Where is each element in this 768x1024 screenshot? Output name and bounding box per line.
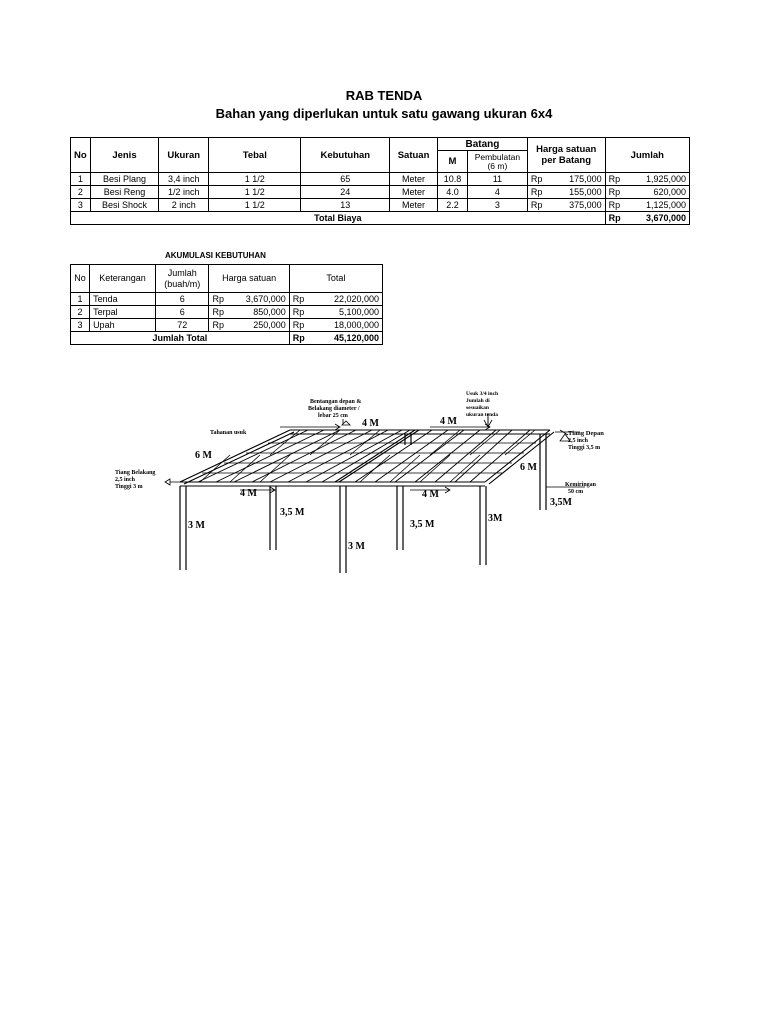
cell-no: 1 — [71, 173, 91, 186]
cell-harga-rp: Rp — [209, 319, 228, 332]
cell-m: 4.0 — [438, 186, 468, 199]
cell-jenis: Besi Plang — [90, 173, 159, 186]
cell-ukuran: 3,4 inch — [159, 173, 209, 186]
cell-harga-rp: Rp — [209, 293, 228, 306]
cell-total: 18,000,000 — [308, 319, 382, 332]
akumulasi-row — [71, 306, 383, 319]
rab-row — [71, 173, 690, 186]
cell-jumlah-rp: Rp — [605, 186, 624, 199]
akum-header-no: No — [71, 265, 90, 293]
akum-total-value: 45,120,000 — [308, 332, 382, 345]
cell-jumlah: 6 — [155, 306, 209, 319]
dim-4m-bottom-left: 4 M — [240, 488, 257, 499]
cell-m: 10.8 — [438, 173, 468, 186]
cell-no: 2 — [71, 186, 91, 199]
middle-rafter — [335, 430, 419, 482]
rab-total-row — [71, 212, 690, 225]
akumulasi-row — [71, 293, 383, 306]
cell-harga: 3,670,000 — [228, 293, 290, 306]
col-header-no: No — [71, 138, 91, 173]
cell-harga-rp: Rp — [209, 306, 228, 319]
cell-keterangan: Tenda — [90, 293, 156, 306]
cell-total: 5,100,000 — [308, 306, 382, 319]
cell-jumlah: 1,125,000 — [624, 199, 690, 212]
dim-6m-right: 6 M — [520, 462, 537, 473]
cell-total-rp: Rp — [289, 306, 308, 319]
cell-total: 22,020,000 — [308, 293, 382, 306]
cell-kebutuhan: 24 — [301, 186, 390, 199]
cell-jumlah: 6 — [155, 293, 209, 306]
cell-jumlah: 1,925,000 — [624, 173, 690, 186]
cell-kebutuhan: 65 — [301, 173, 390, 186]
rab-row — [71, 186, 690, 199]
cell-harga: 155,000 — [545, 186, 605, 199]
col-header-jumlah: Jumlah — [605, 138, 689, 173]
cell-pembulatan: 4 — [467, 186, 527, 199]
diagram-labels — [115, 391, 604, 552]
cell-jumlah: 72 — [155, 319, 209, 332]
cell-m: 2.2 — [438, 199, 468, 212]
rab-header-row — [71, 138, 690, 151]
height-3m-left: 3 M — [188, 520, 205, 531]
cell-jumlah-rp: Rp — [605, 199, 624, 212]
col-header-satuan: Satuan — [390, 138, 438, 173]
akumulasi-header-row — [71, 265, 383, 293]
label-tiang-belakang-3: Tinggi 3 m — [115, 484, 143, 490]
cell-keterangan: Upah — [90, 319, 156, 332]
rab-row — [71, 199, 690, 212]
cell-harga: 175,000 — [545, 173, 605, 186]
cell-harga-rp: Rp — [527, 186, 545, 199]
col-header-kebutuhan: Kebutuhan — [301, 138, 390, 173]
label-usuk-1: Usuk 3/4 inch — [466, 391, 499, 397]
cell-jumlah: 620,000 — [624, 186, 690, 199]
col-header-ukuran: Ukuran — [159, 138, 209, 173]
cell-harga: 850,000 — [228, 306, 290, 319]
cell-kebutuhan: 13 — [301, 199, 390, 212]
height-35m-b: 3,5 M — [410, 519, 435, 530]
right-edge — [485, 430, 554, 484]
dim-4m-top-right: 4 M — [440, 416, 457, 427]
cell-jenis: Besi Reng — [90, 186, 159, 199]
cell-no: 1 — [71, 293, 90, 306]
cell-ukuran: 2 inch — [159, 199, 209, 212]
col-header-m: M — [438, 151, 468, 173]
akum-total-label: Jumlah Total — [71, 332, 290, 345]
rab-total-rp: Rp — [605, 212, 624, 225]
dim-4m-top-left: 4 M — [362, 418, 379, 429]
akum-header-keterangan: Keterangan — [90, 265, 156, 293]
height-35m-right: 3,5M — [550, 497, 572, 508]
label-tiang-depan-3: Tinggi 3,5 m — [568, 445, 601, 451]
cell-jenis: Besi Shock — [90, 199, 159, 212]
cell-harga: 375,000 — [545, 199, 605, 212]
label-tiang-depan-1: Tiang Depan — [568, 430, 604, 437]
page-subtitle: Bahan yang diperlukan untuk satu gawang ukuran 6x4 — [215, 106, 553, 121]
cell-harga: 250,000 — [228, 319, 290, 332]
label-bentangan-3: lebar 25 cm — [318, 413, 348, 419]
akum-header-total: Total — [289, 265, 382, 293]
label-usuk-4: ukuran tenda — [466, 412, 498, 418]
height-3m-mid: 3 M — [348, 541, 365, 552]
cell-no: 2 — [71, 306, 90, 319]
page-title: RAB TENDA — [345, 88, 423, 103]
rab-total-label: Total Biaya — [71, 212, 606, 225]
dim-6m-left: 6 M — [195, 450, 212, 461]
cell-pembulatan: 11 — [467, 173, 527, 186]
cell-jumlah-rp: Rp — [605, 173, 624, 186]
dim-4m-bottom-right: 4 M — [422, 489, 439, 500]
cell-satuan: Meter — [390, 186, 438, 199]
cell-total-rp: Rp — [289, 319, 308, 332]
akumulasi-total-row — [71, 332, 383, 345]
cell-no: 3 — [71, 199, 91, 212]
rafters — [198, 430, 530, 482]
label-tiang-belakang-1: Tiang Belakang — [115, 470, 156, 476]
front-rail — [180, 482, 485, 486]
tent-frame-drawing — [165, 413, 585, 573]
akumulasi-row — [71, 319, 383, 332]
label-tahanan: Tahanan usuk — [210, 430, 247, 436]
cell-tebal: 1 1/2 — [209, 186, 301, 199]
akum-header-harga: Harga satuan — [209, 265, 289, 293]
height-3m-right: 3M — [488, 513, 503, 524]
col-header-tebal: Tebal — [209, 138, 301, 173]
label-tiang-belakang-2: 2,5 inch — [115, 477, 136, 483]
akum-total-rp: Rp — [289, 332, 308, 345]
label-kemiringan-1: Kemiringan — [565, 482, 596, 488]
col-header-pembulatan: Pembulatan (6 m) — [467, 151, 527, 173]
rab-total-value: 3,670,000 — [624, 212, 690, 225]
cell-keterangan: Terpal — [90, 306, 156, 319]
label-bentangan-2: Belakang diameter / — [308, 406, 360, 412]
label-usuk-3: sesuaikan — [466, 405, 489, 411]
cell-satuan: Meter — [390, 199, 438, 212]
akumulasi-table — [70, 264, 383, 345]
cell-tebal: 1 1/2 — [209, 173, 301, 186]
akumulasi-title: AKUMULASI KEBUTUHAN — [165, 251, 266, 260]
cell-pembulatan: 3 — [467, 199, 527, 212]
col-header-jenis: Jenis — [90, 138, 159, 173]
cell-ukuran: 1/2 inch — [159, 186, 209, 199]
front-posts — [180, 486, 486, 573]
akum-header-jumlah: Jumlah (buah/m) — [155, 265, 209, 293]
label-tiang-depan-2: 2,5 inch — [568, 438, 589, 444]
cell-satuan: Meter — [390, 173, 438, 186]
height-35m-a: 3,5 M — [280, 507, 305, 518]
col-header-harga: Harga satuan per Batang — [527, 138, 605, 173]
label-bentangan-1: Bentangan depan & — [310, 399, 362, 405]
cell-tebal: 1 1/2 — [209, 199, 301, 212]
label-usuk-2: Jumlah di — [466, 398, 490, 404]
label-kemiringan-2: 50 cm — [568, 489, 584, 495]
rab-table — [70, 137, 690, 225]
col-header-batang: Batang — [438, 138, 528, 151]
cell-harga-rp: Rp — [527, 173, 545, 186]
tent-frame-diagram — [110, 385, 630, 575]
cell-total-rp: Rp — [289, 293, 308, 306]
cell-harga-rp: Rp — [527, 199, 545, 212]
cell-no: 3 — [71, 319, 90, 332]
